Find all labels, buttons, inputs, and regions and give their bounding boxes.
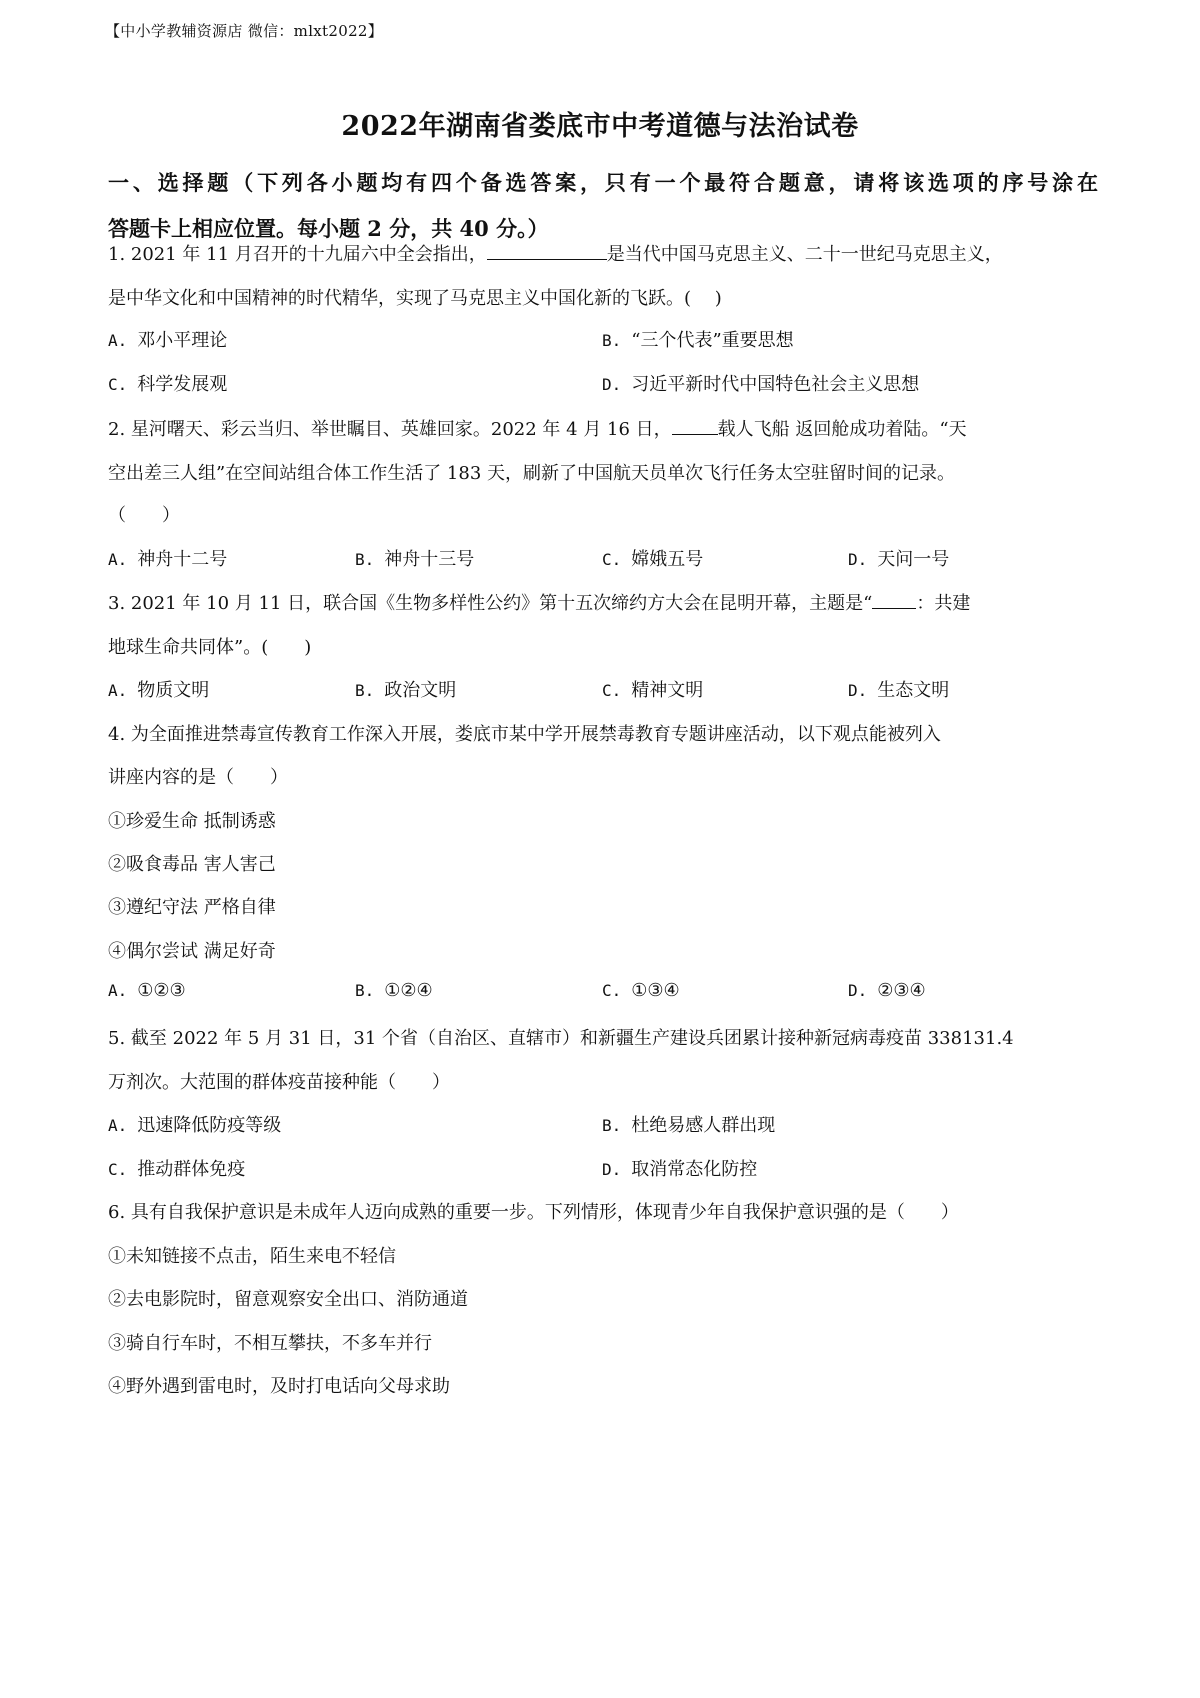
watermark-text: 【中小学教辅资源店 微信：mlxt2022】 (105, 22, 384, 40)
question-1-option-a: A. 邓小平理论 (108, 330, 228, 351)
question-6-statement-2: ②去电影院时，留意观察安全出口、消防通道 (108, 1289, 468, 1310)
question-3-line-2: 地球生命共同体”。( ) (108, 637, 312, 658)
question-2-line-2: 空出差三人组”在空间站组合体工作生活了 183 天，刷新了中国航天员单次飞行任务太空驻留时间的记录。 (108, 463, 955, 484)
question-5-option-c: C. 推动群体免疫 (108, 1159, 246, 1180)
question-6-line-1: 6. 具有自我保护意识是未成年人迈向成熟的重要一步。下列情形，体现青少年自我保护意识强的是（ ） (108, 1202, 959, 1223)
question-2-option-a: A. 神舟十二号 (108, 549, 228, 570)
question-1-option-d: D. 习近平新时代中国特色社会主义思想 (602, 374, 920, 395)
answer-blank (672, 416, 718, 435)
question-5-line-1: 5. 截至 2022 年 5 月 31 日，31 个省（自治区、直辖市）和新疆生产建设兵团累计接种新冠病毒疫苗 338131.4 (108, 1028, 1014, 1049)
question-3-option-d: D. 生态文明 (848, 680, 950, 701)
question-4-line-2: 讲座内容的是（ ） (108, 767, 288, 788)
question-1-option-c: C. 科学发展观 (108, 374, 228, 395)
question-3-option-b: B. 政治文明 (355, 680, 457, 701)
answer-blank (487, 241, 607, 260)
question-4-option-a: A. ①②③ (108, 980, 186, 1001)
question-4-statement-4: ④偶尔尝试 满足好奇 (108, 941, 276, 962)
question-5-option-b: B. 杜绝易感人群出现 (602, 1115, 776, 1136)
question-6-statement-1: ①未知链接不点击，陌生来电不轻信 (108, 1246, 396, 1267)
section-heading-line-1: 一、选择题（下列各小题均有四个备选答案，只有一个最符合题意，请将该选项的序号涂在 (108, 170, 1098, 195)
question-1-line-1: 1. 2021 年 11 月召开的十九届六中全会指出， 是当代中国马克思主义、二十一世纪马克思主义， (108, 240, 1003, 266)
answer-blank (872, 590, 916, 609)
question-5-option-d: D. 取消常态化防控 (602, 1159, 758, 1180)
question-1-option-b: B. “三个代表”重要思想 (602, 330, 794, 351)
question-4-option-d: D. ②③④ (848, 980, 926, 1001)
question-4-statement-1: ①珍爱生命 抵制诱惑 (108, 811, 276, 832)
section-heading-line-2: 答题卡上相应位置。每小题 2 分，共 40 分。） (108, 216, 549, 241)
question-2-option-b: B. 神舟十三号 (355, 549, 475, 570)
question-2-line-1: 2. 星河曙天、彩云当归、举世瞩目、英雄回家。2022 年 4 月 16 日， 载人飞船 返回舱成功着陆。“天 (108, 415, 967, 441)
section-heading (108, 160, 1098, 252)
question-4-statement-2: ②吸食毒品 害人害己 (108, 854, 276, 875)
question-2-line-3: （ ） (108, 505, 180, 526)
question-5-line-2: 万剂次。大范围的群体疫苗接种能（ ） (108, 1072, 450, 1093)
question-2-option-c: C. 嫦娥五号 (602, 549, 704, 570)
question-6-statement-3: ③骑自行车时，不相互攀扶，不多车并行 (108, 1333, 432, 1354)
question-5-option-a: A. 迅速降低防疫等级 (108, 1115, 282, 1136)
question-3-option-a: A. 物质文明 (108, 680, 210, 701)
question-2-option-d: D. 天问一号 (848, 549, 950, 570)
page-title: 2022年湖南省娄底市中考道德与法治试卷 (341, 111, 859, 142)
question-6-statement-4: ④野外遇到雷电时，及时打电话向父母求助 (108, 1376, 450, 1397)
question-4-option-b: B. ①②④ (355, 980, 433, 1001)
question-4-statement-3: ③遵纪守法 严格自律 (108, 897, 276, 918)
question-4-line-1: 4. 为全面推进禁毒宣传教育工作深入开展，娄底市某中学开展禁毒教育专题讲座活动，以下观点能被列入 (108, 724, 941, 745)
question-1-line-2: 是中华文化和中国精神的时代精华，实现了马克思主义中国化新的飞跃。( ) (108, 288, 722, 309)
question-3-option-c: C. 精神文明 (602, 680, 704, 701)
question-3-line-1: 3. 2021 年 10 月 11 日，联合国《生物多样性公约》第十五次缔约方大会在昆明开幕，主题是“ ：共建 (108, 589, 970, 615)
question-4-option-c: C. ①③④ (602, 980, 680, 1001)
